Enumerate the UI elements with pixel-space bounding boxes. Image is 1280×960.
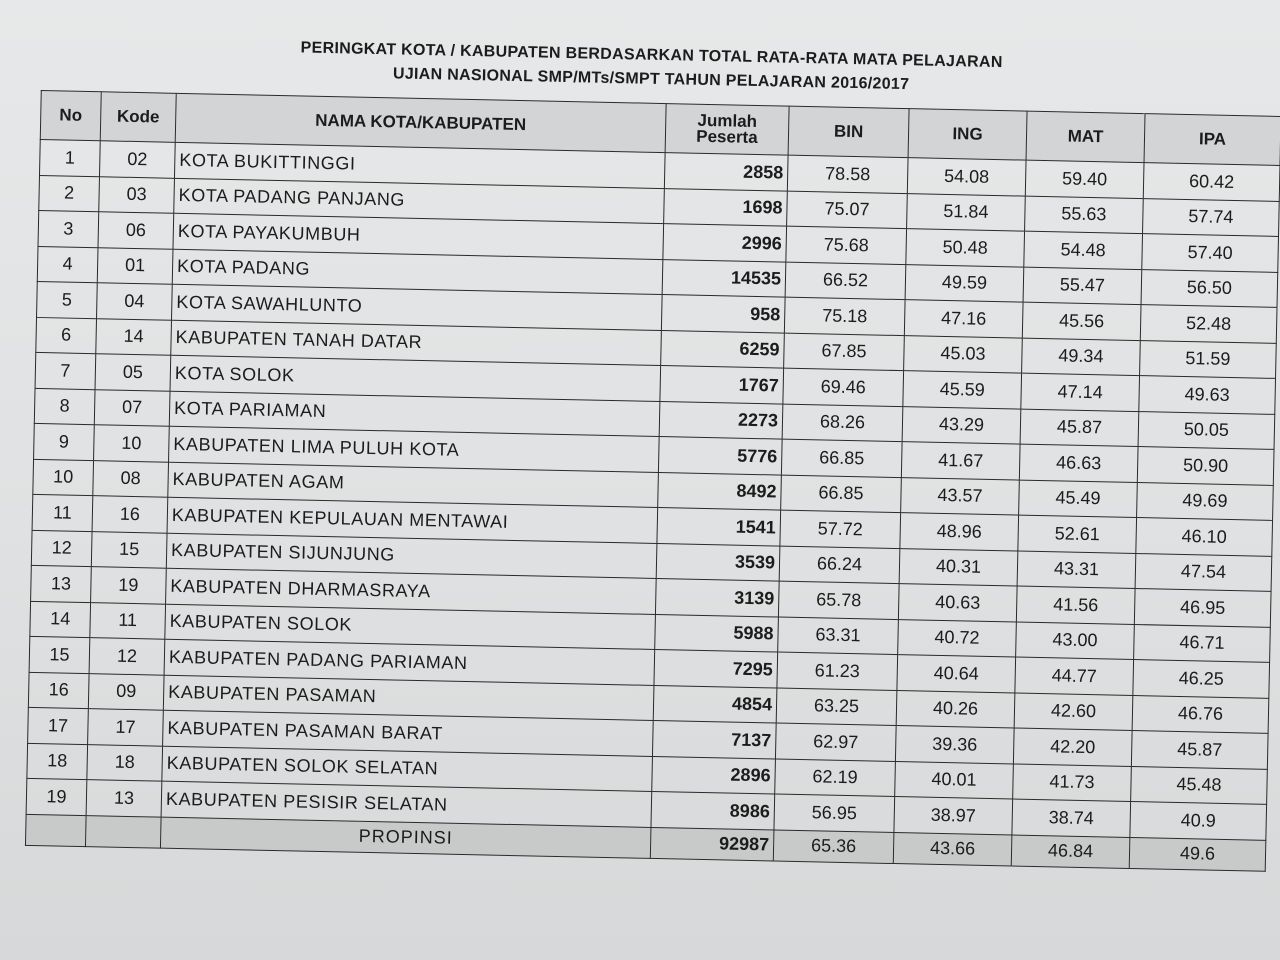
cell-kode: 17 xyxy=(88,709,164,746)
cell-ing: 40.01 xyxy=(895,761,1014,799)
cell-no: 1 xyxy=(40,139,101,176)
cell-ipa: 40.9 xyxy=(1130,801,1267,839)
cell-no: 2 xyxy=(39,175,100,212)
cell-jumlah-peserta: 2858 xyxy=(664,153,788,191)
cell-nama: KABUPATEN AGAM xyxy=(168,462,659,508)
cell-ing: 40.31 xyxy=(899,548,1018,586)
cell-mat: 41.56 xyxy=(1016,586,1135,624)
cell-bin: 62.97 xyxy=(775,723,896,761)
cell-jumlah-peserta: 5776 xyxy=(658,437,782,475)
cell-ing: 51.84 xyxy=(907,193,1026,231)
cell-jumlah-peserta: 2273 xyxy=(659,401,783,439)
cell-nama: KABUPATEN SIJUNJUNG xyxy=(166,533,657,579)
cell-nama: KABUPATEN SOLOK xyxy=(165,604,656,650)
cell-mat: 43.31 xyxy=(1017,551,1136,589)
cell-no: 15 xyxy=(29,636,90,673)
header-kode: Kode xyxy=(100,92,176,143)
cell-jumlah-peserta: 7295 xyxy=(654,649,778,687)
propinsi-ipa: 49.6 xyxy=(1129,837,1266,871)
cell-bin: 65.78 xyxy=(778,581,899,619)
cell-nama: KABUPATEN PASAMAN xyxy=(163,675,654,721)
cell-mat: 43.00 xyxy=(1016,622,1135,660)
cell-no: 4 xyxy=(37,246,98,283)
cell-bin: 62.19 xyxy=(775,759,896,797)
cell-kode: 10 xyxy=(94,425,170,462)
cell-ipa: 46.95 xyxy=(1134,589,1271,627)
cell-ing: 40.72 xyxy=(898,619,1017,657)
cell-ipa: 52.48 xyxy=(1140,305,1277,343)
header-no: No xyxy=(40,90,101,140)
cell-ipa: 46.25 xyxy=(1133,659,1270,697)
cell-ing: 43.57 xyxy=(901,477,1020,515)
cell-no: 11 xyxy=(32,494,93,531)
cell-kode: 14 xyxy=(96,318,172,355)
cell-ipa: 50.90 xyxy=(1137,447,1274,485)
cell-no: 17 xyxy=(28,707,89,744)
cell-no: 6 xyxy=(36,317,97,354)
cell-jumlah-peserta: 2996 xyxy=(663,224,787,262)
cell-jumlah-peserta: 1541 xyxy=(657,507,781,545)
cell-nama: KOTA PARIAMAN xyxy=(169,391,660,437)
title-line-1: PERINGKAT KOTA / KABUPATEN BERDASARKAN TOTAL RATA-RATA MATA PELAJARAN xyxy=(300,39,1003,72)
cell-jumlah-peserta: 1698 xyxy=(664,188,788,226)
cell-mat: 46.63 xyxy=(1019,444,1138,482)
cell-jumlah-peserta: 14535 xyxy=(662,259,786,297)
cell-ing: 45.59 xyxy=(903,371,1022,409)
header-nama: NAMA KOTA/KABUPATEN xyxy=(175,93,666,152)
propinsi-no-cell xyxy=(25,814,86,846)
cell-jumlah-peserta: 5988 xyxy=(655,614,779,652)
cell-mat: 59.40 xyxy=(1025,160,1144,198)
cell-kode: 15 xyxy=(91,531,167,568)
cell-ipa: 49.69 xyxy=(1137,482,1274,520)
cell-ipa: 60.42 xyxy=(1143,163,1280,201)
cell-kode: 07 xyxy=(94,389,170,426)
cell-ing: 40.26 xyxy=(896,690,1015,728)
cell-kode: 16 xyxy=(92,496,168,533)
header-mat: MAT xyxy=(1026,111,1145,162)
cell-ing: 49.59 xyxy=(905,264,1024,302)
cell-bin: 75.68 xyxy=(786,226,907,264)
cell-jumlah-peserta: 8986 xyxy=(651,791,775,829)
cell-nama: KOTA PADANG xyxy=(172,249,663,295)
cell-ing: 39.36 xyxy=(895,726,1014,764)
cell-mat: 49.34 xyxy=(1022,338,1141,376)
cell-bin: 67.85 xyxy=(784,333,905,371)
cell-nama: KOTA PADANG PANJANG xyxy=(174,178,665,224)
cell-bin: 66.52 xyxy=(785,262,906,300)
cell-nama: KOTA SAWAHLUNTO xyxy=(172,284,663,330)
cell-bin: 66.85 xyxy=(781,439,902,477)
cell-mat: 55.47 xyxy=(1023,267,1142,305)
cell-ing: 50.48 xyxy=(906,229,1025,267)
cell-ipa: 57.40 xyxy=(1142,234,1279,272)
cell-ipa: 51.59 xyxy=(1140,340,1277,378)
cell-jumlah-peserta: 2896 xyxy=(652,756,776,794)
header-jumlah-peserta xyxy=(665,104,789,156)
cell-no: 9 xyxy=(34,423,95,460)
cell-jumlah-peserta: 8492 xyxy=(658,472,782,510)
cell-kode: 02 xyxy=(99,141,175,178)
cell-nama: KOTA PAYAKUMBUH xyxy=(173,213,664,259)
cell-no: 18 xyxy=(27,743,88,780)
table-body xyxy=(26,139,1280,839)
cell-mat: 45.56 xyxy=(1022,302,1141,340)
cell-kode: 06 xyxy=(98,212,174,249)
cell-ipa: 46.10 xyxy=(1136,518,1273,556)
cell-bin: 57.72 xyxy=(780,510,901,548)
cell-jumlah-peserta: 4854 xyxy=(653,685,777,723)
cell-ing: 48.96 xyxy=(900,513,1019,551)
cell-no: 19 xyxy=(26,778,87,815)
cell-jumlah-peserta: 3539 xyxy=(656,543,780,581)
cell-ipa: 45.48 xyxy=(1131,766,1268,804)
cell-ipa: 46.71 xyxy=(1134,624,1271,662)
cell-ing: 41.67 xyxy=(901,442,1020,480)
cell-nama: KABUPATEN LIMA PULUH KOTA xyxy=(169,426,660,472)
cell-bin: 75.07 xyxy=(787,191,908,229)
cell-mat: 45.49 xyxy=(1019,480,1138,518)
cell-no: 14 xyxy=(30,601,91,638)
header-peserta-line-2: Peserta xyxy=(696,126,758,148)
cell-kode: 13 xyxy=(86,780,162,817)
cell-nama: KABUPATEN DHARMASRAYA xyxy=(166,568,657,614)
cell-ipa: 50.05 xyxy=(1138,411,1275,449)
cell-bin: 56.95 xyxy=(774,794,895,832)
cell-kode: 05 xyxy=(95,354,171,391)
cell-mat: 38.74 xyxy=(1012,799,1131,837)
cell-ipa: 47.54 xyxy=(1135,553,1272,591)
cell-mat: 47.14 xyxy=(1021,373,1140,411)
cell-bin: 61.23 xyxy=(777,652,898,690)
cell-ing: 40.64 xyxy=(897,655,1016,693)
cell-no: 13 xyxy=(31,565,92,602)
propinsi-bin: 65.36 xyxy=(773,830,894,864)
cell-ing: 40.63 xyxy=(898,584,1017,622)
cell-no: 10 xyxy=(33,459,94,496)
cell-bin: 66.85 xyxy=(781,475,902,513)
cell-no: 16 xyxy=(28,672,89,709)
cell-mat: 41.73 xyxy=(1013,764,1132,802)
cell-nama: KOTA BUKITTINGGI xyxy=(174,142,665,188)
cell-jumlah-peserta: 1767 xyxy=(660,366,784,404)
cell-kode: 19 xyxy=(91,567,167,604)
cell-bin: 63.31 xyxy=(778,617,899,655)
cell-kode: 18 xyxy=(87,744,163,781)
cell-mat: 42.60 xyxy=(1014,693,1133,731)
cell-mat: 44.77 xyxy=(1015,657,1134,695)
ranking-table xyxy=(25,90,1280,871)
propinsi-peserta: 92987 xyxy=(650,827,774,861)
cell-mat: 42.20 xyxy=(1013,728,1132,766)
cell-ipa: 45.87 xyxy=(1131,730,1268,768)
cell-bin: 78.58 xyxy=(787,155,908,193)
cell-bin: 63.25 xyxy=(776,688,897,726)
cell-no: 5 xyxy=(37,281,98,318)
cell-no: 3 xyxy=(38,210,99,247)
header-ing: ING xyxy=(908,109,1027,160)
cell-jumlah-peserta: 958 xyxy=(661,295,785,333)
cell-kode: 09 xyxy=(88,673,164,710)
cell-ipa: 56.50 xyxy=(1141,269,1278,307)
cell-mat: 52.61 xyxy=(1018,515,1137,553)
cell-ipa: 46.76 xyxy=(1132,695,1269,733)
header-ipa: IPA xyxy=(1144,114,1280,166)
header-bin: BIN xyxy=(788,106,909,158)
cell-jumlah-peserta: 3139 xyxy=(655,578,779,616)
cell-bin: 75.18 xyxy=(784,297,905,335)
propinsi-label: PROPINSI xyxy=(160,817,651,858)
cell-jumlah-peserta: 7137 xyxy=(652,720,776,758)
cell-nama: KABUPATEN PASAMAN BARAT xyxy=(163,710,654,756)
cell-ing: 54.08 xyxy=(907,158,1026,196)
cell-nama: KABUPATEN SOLOK SELATAN xyxy=(162,746,653,792)
cell-ipa: 49.63 xyxy=(1139,376,1276,414)
cell-nama: KABUPATEN PADANG PARIAMAN xyxy=(164,639,655,685)
cell-kode: 11 xyxy=(90,602,166,639)
cell-no: 8 xyxy=(34,388,95,425)
cell-nama: KOTA SOLOK xyxy=(170,355,661,401)
cell-ing: 38.97 xyxy=(894,797,1013,835)
cell-kode: 12 xyxy=(89,638,165,675)
cell-bin: 69.46 xyxy=(783,368,904,406)
cell-kode: 01 xyxy=(97,247,173,284)
cell-no: 7 xyxy=(35,352,96,389)
propinsi-ing: 43.66 xyxy=(893,832,1012,865)
cell-ipa: 57.74 xyxy=(1143,198,1280,236)
cell-nama: KABUPATEN PESISIR SELATAN xyxy=(161,781,652,827)
cell-bin: 66.24 xyxy=(779,546,900,584)
cell-mat: 45.87 xyxy=(1020,409,1139,447)
document-title xyxy=(101,33,1202,102)
cell-nama: KABUPATEN KEPULAUAN MENTAWAI xyxy=(167,497,658,543)
cell-nama: KABUPATEN TANAH DATAR xyxy=(171,320,662,366)
cell-bin: 68.26 xyxy=(782,404,903,442)
document-sheet xyxy=(24,32,1280,938)
cell-ing: 45.03 xyxy=(904,335,1023,373)
cell-ing: 47.16 xyxy=(904,300,1023,338)
title-line-2: UJIAN NASIONAL SMP/MTs/SMPT TAHUN PELAJARAN 2016/2017 xyxy=(392,65,910,94)
propinsi-mat: 46.84 xyxy=(1011,834,1130,867)
cell-kode: 03 xyxy=(99,176,175,213)
cell-ing: 43.29 xyxy=(902,406,1021,444)
propinsi-kode-cell xyxy=(85,815,161,848)
cell-mat: 55.63 xyxy=(1025,196,1144,234)
cell-no: 12 xyxy=(31,530,92,567)
cell-kode: 08 xyxy=(93,460,169,497)
cell-jumlah-peserta: 6259 xyxy=(661,330,785,368)
header-peserta-line-1: Jumlah xyxy=(697,110,758,131)
cell-mat: 54.48 xyxy=(1024,231,1143,269)
cell-kode: 04 xyxy=(97,283,173,320)
